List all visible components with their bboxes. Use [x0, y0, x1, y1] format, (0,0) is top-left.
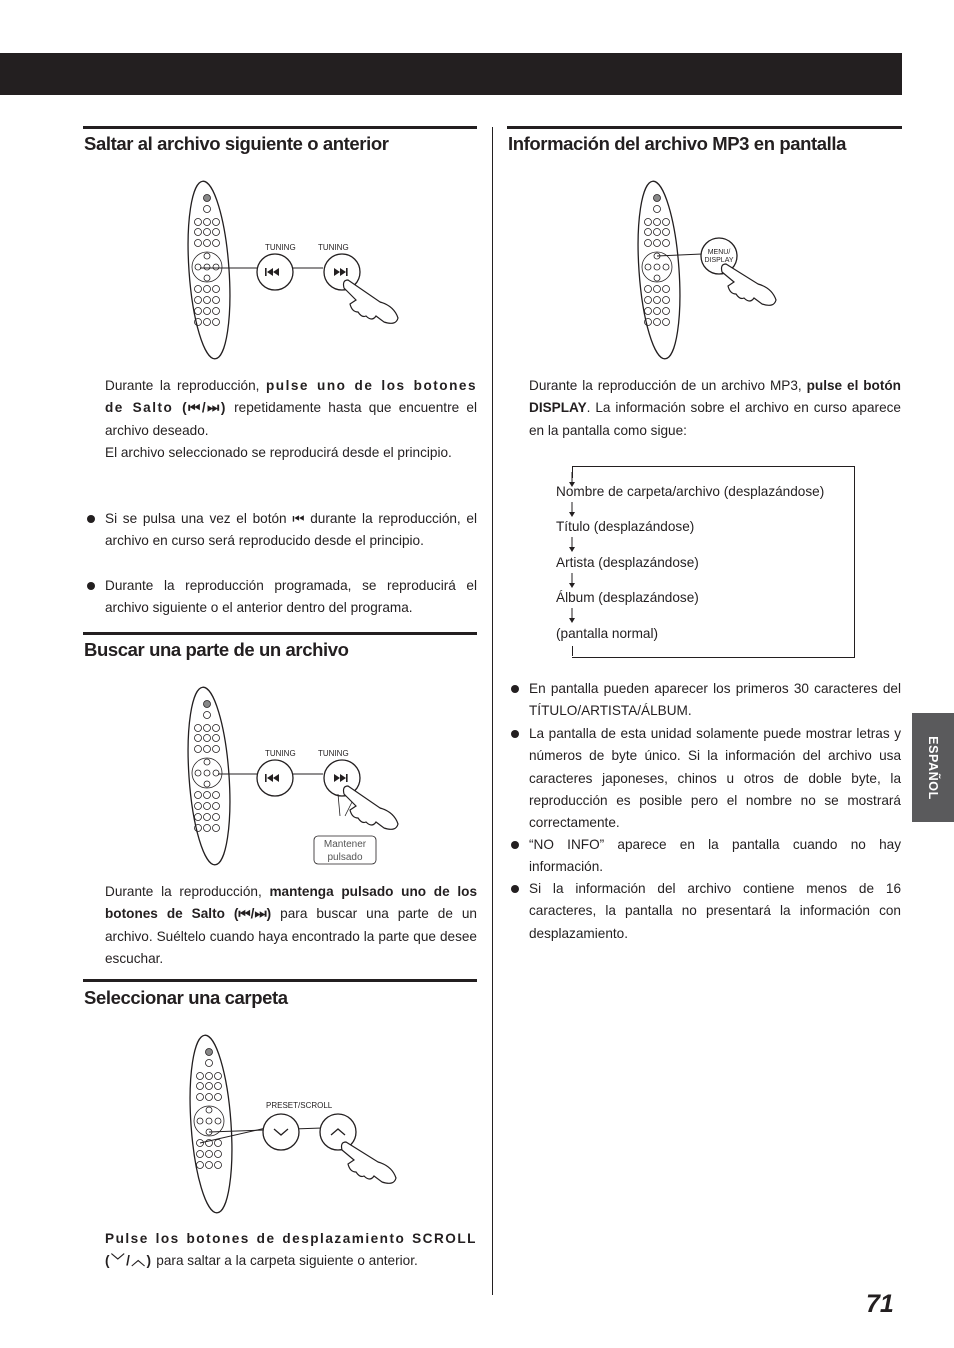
- down-arrow-icon: [566, 502, 578, 518]
- flow-item-title: Título (desplazándose): [556, 519, 695, 534]
- section-title-search: Buscar una parte de un archivo: [84, 639, 349, 660]
- bullet-icon: [511, 685, 519, 693]
- skip-back-icon: ⏮: [238, 906, 251, 922]
- remote-skip-figure: [180, 176, 420, 362]
- down-arrow-icon: [566, 537, 578, 553]
- section-rule: [507, 126, 902, 129]
- column-divider: [492, 127, 493, 1295]
- down-arrow-icon: [566, 573, 578, 589]
- skip-back-icon: ⏮: [292, 511, 305, 526]
- tuning-label-left: TUNING: [265, 243, 296, 252]
- remote-display-figure: [630, 176, 800, 362]
- skip-bullet-1: Si se pulsa una vez el botón ⏮ durante la reproducción, el archivo en curso será reproducido desde el principio.: [105, 508, 477, 553]
- flow-item-artist: Artista (desplazándose): [556, 555, 699, 570]
- skip-forward-icon: ⏭: [254, 906, 267, 922]
- hold-label-line2: pulsado: [327, 852, 363, 863]
- loop-line: [572, 646, 573, 656]
- bullet-icon: [511, 885, 519, 893]
- flow-item-folder: Nombre de carpeta/archivo (desplazándose): [556, 484, 825, 499]
- flow-item-normal: (pantalla normal): [556, 626, 658, 641]
- skip-forward-icon: ⏭: [207, 400, 221, 416]
- bullet-icon: [511, 730, 519, 738]
- remote-folder-figure: [182, 1030, 422, 1216]
- skip-note: El archivo seleccionado se reproducirá desde el principio.: [105, 445, 452, 460]
- bullet-icon: [87, 515, 95, 523]
- remote-search-figure: [180, 682, 420, 868]
- skip-back-icon: ⏮: [188, 400, 202, 416]
- skip-bullet-2: Durante la reproducción programada, se reproducirá el archivo siguiente o el anterior dentro del programa.: [105, 575, 477, 620]
- skip-instruction: Durante la reproducción, pulse uno de los botones de Salto (⏮/⏭) repetidamente hasta que encuentre el archivo deseado.: [105, 378, 477, 438]
- search-instruction: Durante la reproducción, mantenga pulsado uno de los botones de Salto (⏮/⏭) para buscar una parte de un archivo. Suéltelo cuando haya encontrado la parte que desee escuchar.: [105, 884, 477, 966]
- hold-label-line1: Mantener: [323, 839, 367, 850]
- language-tab: ESPAÑOL: [912, 713, 954, 822]
- flow-item-album: Álbum (desplazándose): [556, 590, 699, 605]
- tuning-label-right: TUNING: [318, 243, 349, 252]
- section-rule: [83, 979, 477, 982]
- scroll-up-icon: ︿: [131, 1253, 147, 1269]
- mp3info-bullet-4: Si la información del archivo contiene menos de 16 caracteres, la pantalla no presentará la información con desplazamiento.: [529, 878, 901, 945]
- bullet-icon: [87, 582, 95, 590]
- down-arrow-icon: [566, 608, 578, 624]
- section-rule: [83, 126, 477, 129]
- folder-instruction: Pulse los botones de desplazamiento SCROLL (﹀/︿) para saltar a la carpeta siguiente o anterior.: [105, 1231, 477, 1269]
- tuning-label-right: TUNING: [318, 749, 349, 758]
- tuning-label-left: TUNING: [265, 749, 296, 758]
- mp3info-bullet-3: “NO INFO” aparece en la pantalla cuando no hay información.: [529, 834, 901, 879]
- bullet-icon: [511, 841, 519, 849]
- scroll-down-icon: ﹀: [111, 1253, 127, 1269]
- preset-scroll-label: PRESET/SCROLL: [266, 1101, 333, 1110]
- mp3info-bullet-1: En pantalla pueden aparecer los primeros 30 caracteres del TÍTULO/ARTISTA/ÁLBUM.: [529, 678, 901, 723]
- section-title-skip: Saltar al archivo siguiente o anterior: [84, 133, 389, 154]
- header-bar: [0, 53, 902, 95]
- mp3info-instruction: Durante la reproducción de un archivo MP3, pulse el botón DISPLAY. La información sobre el archivo en curso aparece en la pantalla como sigue:: [529, 378, 901, 438]
- section-title-mp3info: Información del archivo MP3 en pantalla: [508, 133, 847, 154]
- menu-display-line2: DISPLAY: [704, 257, 734, 264]
- menu-display-line1: MENU/: [707, 249, 731, 256]
- page-number: 71: [866, 1290, 894, 1318]
- mp3info-bullet-2: La pantalla de esta unidad solamente puede mostrar letras y números de byte único. Si la información del archivo usa caracteres japoneses, chinos u otros de doble byte, la reproducción es posible pero el nombre no se mostrará correctamente.: [529, 723, 901, 834]
- section-rule: [83, 632, 477, 635]
- section-title-folder: Seleccionar una carpeta: [84, 987, 288, 1008]
